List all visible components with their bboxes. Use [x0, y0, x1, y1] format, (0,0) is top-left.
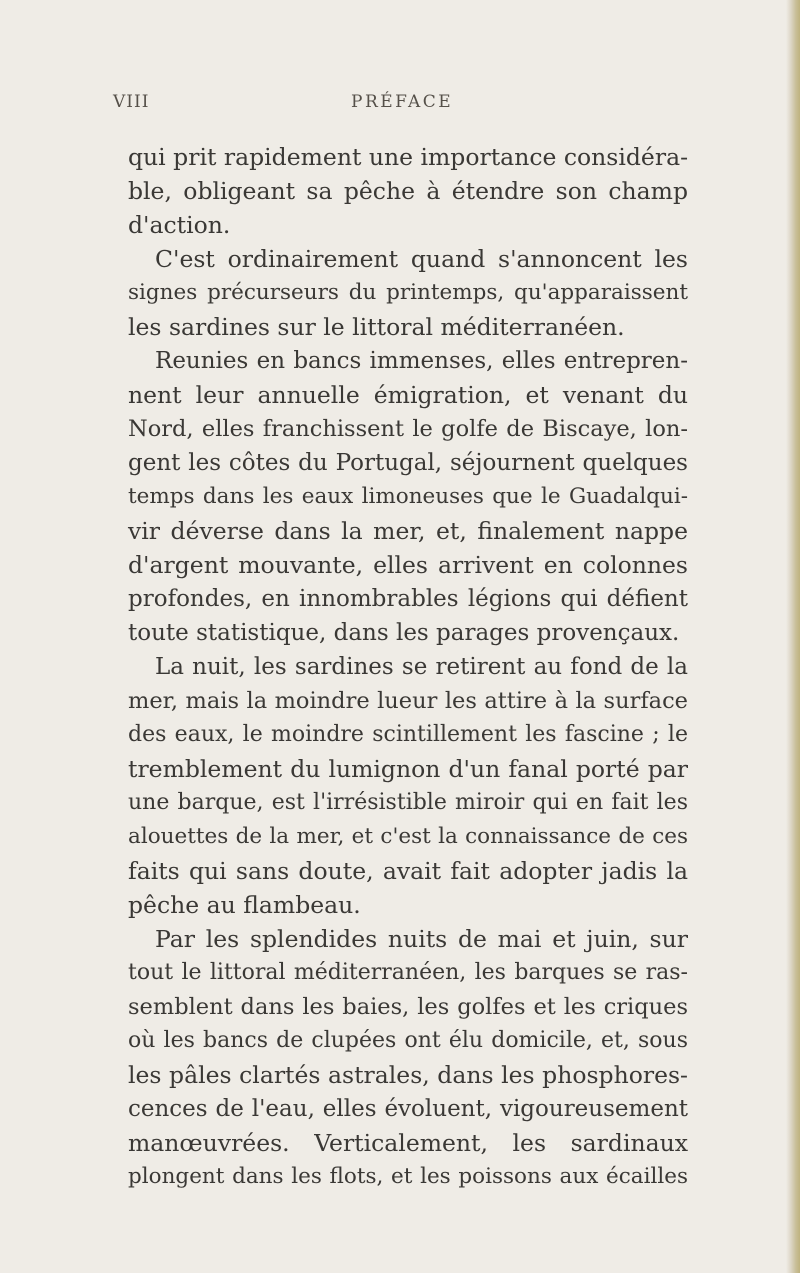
text-line: les pâles clartés astrales, dans les phosphores- [128, 1061, 688, 1089]
text-line: manœuvrées. Verticalement, les sardinaux [128, 1129, 688, 1157]
text-line: Par les splendides nuits de mai et juin, sur [155, 925, 688, 953]
text-line: faits qui sans doute, avait fait adopter jadis la [128, 857, 688, 885]
text-line: vir déverse dans la mer, et, finalement nappe [128, 517, 688, 545]
text-line: qui prit rapidement une importance considéra- [128, 143, 689, 171]
running-head: PRÉFACE [351, 92, 454, 112]
text-line: d'action. [128, 211, 231, 239]
text-line: ble, obligeant sa pêche à étendre son champ [128, 177, 688, 205]
text-line: cences de l'eau, elles évoluent, vigoureusement [128, 1096, 688, 1122]
text-line: Reunies en bancs immenses, elles entrepren- [155, 348, 688, 374]
page-number: VIII [113, 92, 150, 112]
page-header [0, 92, 800, 122]
text-line: les sardines sur le littoral méditerranéen. [128, 313, 625, 341]
text-line: où les bancs de clupées ont élu domicile, et, sous [128, 1028, 688, 1053]
page-edge [786, 0, 800, 1273]
text-line: Nord, elles franchissent le golfe de Biscaye, lon- [128, 416, 688, 442]
text-line: C'est ordinairement quand s'annoncent les [155, 245, 688, 273]
text-line: profondes, en innombrables légions qui défient [128, 586, 688, 612]
text-line: d'argent mouvante, elles arrivent en colonnes [128, 551, 688, 579]
text-line: mer, mais la moindre lueur les attire à la surface [128, 688, 688, 714]
text-line: plongent dans les flots, et les poissons aux écailles [128, 1164, 688, 1189]
text-line: temps dans les eaux limoneuses que le Guadalqui- [128, 484, 688, 509]
text-line: toute statistique, dans les parages provençaux. [128, 620, 680, 646]
text-line: alouettes de la mer, et c'est la connaissance de ces [128, 824, 688, 849]
text-line: gent les côtes du Portugal, séjournent quelques [128, 450, 688, 476]
text-line: des eaux, le moindre scintillement les fascine ; le [128, 722, 688, 747]
text-line: tremblement du lumignon d'un fanal porté par [128, 755, 688, 783]
text-line: pêche au flambeau. [128, 891, 361, 919]
text-line: tout le littoral méditerranéen, les barques se ras- [128, 960, 688, 985]
text-line: La nuit, les sardines se retirent au fond de la [155, 654, 688, 680]
text-line: une barque, est l'irrésistible miroir qui en fait les [128, 790, 688, 815]
text-line: signes précurseurs du printemps, qu'apparaissent [128, 280, 688, 305]
text-line: nent leur annuelle émigration, et venant du [128, 381, 688, 409]
text-line: semblent dans les baies, les golfes et les criques [128, 994, 688, 1020]
